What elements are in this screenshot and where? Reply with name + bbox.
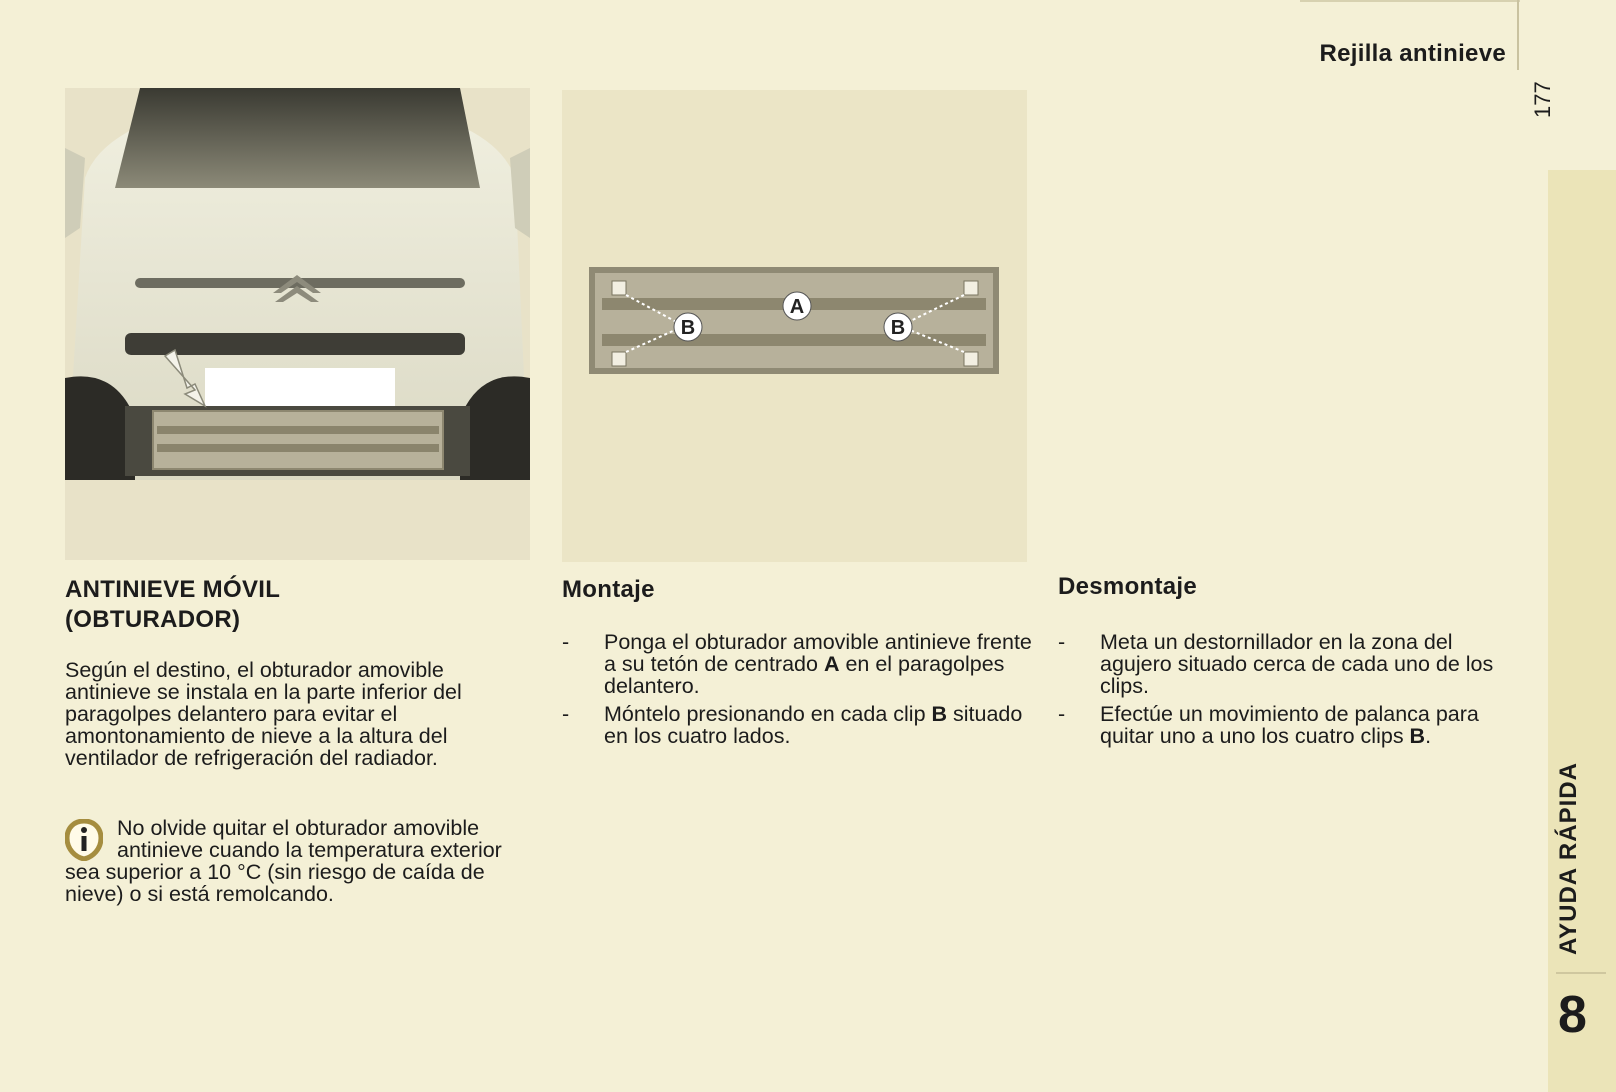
car-front-photo: [65, 88, 530, 560]
list-item: [1058, 703, 1528, 747]
step-text: en el paragolpes delantero.: [604, 652, 1005, 698]
chapter-divider: [1556, 972, 1606, 974]
chapter-number: 8: [1558, 986, 1587, 1044]
page-number: 177: [1530, 81, 1555, 118]
section-title-line2: (OBTURADOR): [65, 606, 241, 633]
chapter-label: AYUDA RÁPIDA: [1555, 762, 1582, 955]
desmontaje-title: Desmontaje: [1058, 573, 1198, 600]
montaje-title: Montaje: [562, 576, 655, 603]
list-item: [1058, 631, 1528, 697]
section-title-line1: ANTINIEVE MÓVIL: [65, 576, 281, 603]
list-dash: -: [562, 630, 570, 654]
note-text: No olvide quitar el obturador amovible antinieve cuando la temperatura exterior sea superior a 10 °C (sin riesgo de caída de nieve) o si está remolcando.: [65, 816, 502, 906]
info-note: [65, 817, 520, 905]
step-text: Ponga el obturador amovible antinieve frente a su tetón de centrado: [604, 630, 1032, 676]
step-text: situado en los cuatro lados.: [604, 702, 1023, 748]
grille-diagram: [562, 90, 1027, 562]
desmontaje-steps: [1058, 631, 1528, 747]
section-antinieve: [65, 575, 535, 791]
list-dash: -: [1058, 630, 1066, 654]
info-icon: [65, 819, 103, 861]
step-ref: A: [823, 652, 840, 676]
step-text: Meta un destornillador en la zona del agujero situado cerca de cada uno de los clips.: [1100, 630, 1494, 698]
step-ref: B: [1409, 724, 1426, 748]
label-b-left: B: [680, 317, 696, 339]
step-text: Móntelo presionando en cada clip: [604, 702, 932, 726]
list-dash: -: [1058, 702, 1066, 726]
top-rule: [1300, 0, 1520, 2]
section-montaje: [562, 575, 1032, 753]
section-desmontaje: [1058, 572, 1528, 753]
step-ref: B: [931, 702, 948, 726]
page-header-title: Rejilla antinieve: [1319, 40, 1506, 67]
header-divider: [1517, 0, 1519, 70]
list-item: [562, 703, 1032, 747]
step-text: Efectúe un movimiento de palanca para quitar uno a uno los cuatro clips: [1100, 702, 1479, 748]
list-item: [562, 631, 1032, 697]
section-title: [65, 575, 535, 635]
label-b-right: B: [890, 317, 906, 339]
label-a: A: [789, 296, 805, 318]
montaje-steps: [562, 631, 1032, 747]
list-dash: -: [562, 702, 570, 726]
step-text: .: [1425, 724, 1432, 748]
section-body: Según el destino, el obturador amovible antinieve se instala en la parte inferior del paragolpes delantero para evitar el amontonamiento de nieve a la altura del ventilador de refrigeración del radiador.: [65, 658, 462, 770]
